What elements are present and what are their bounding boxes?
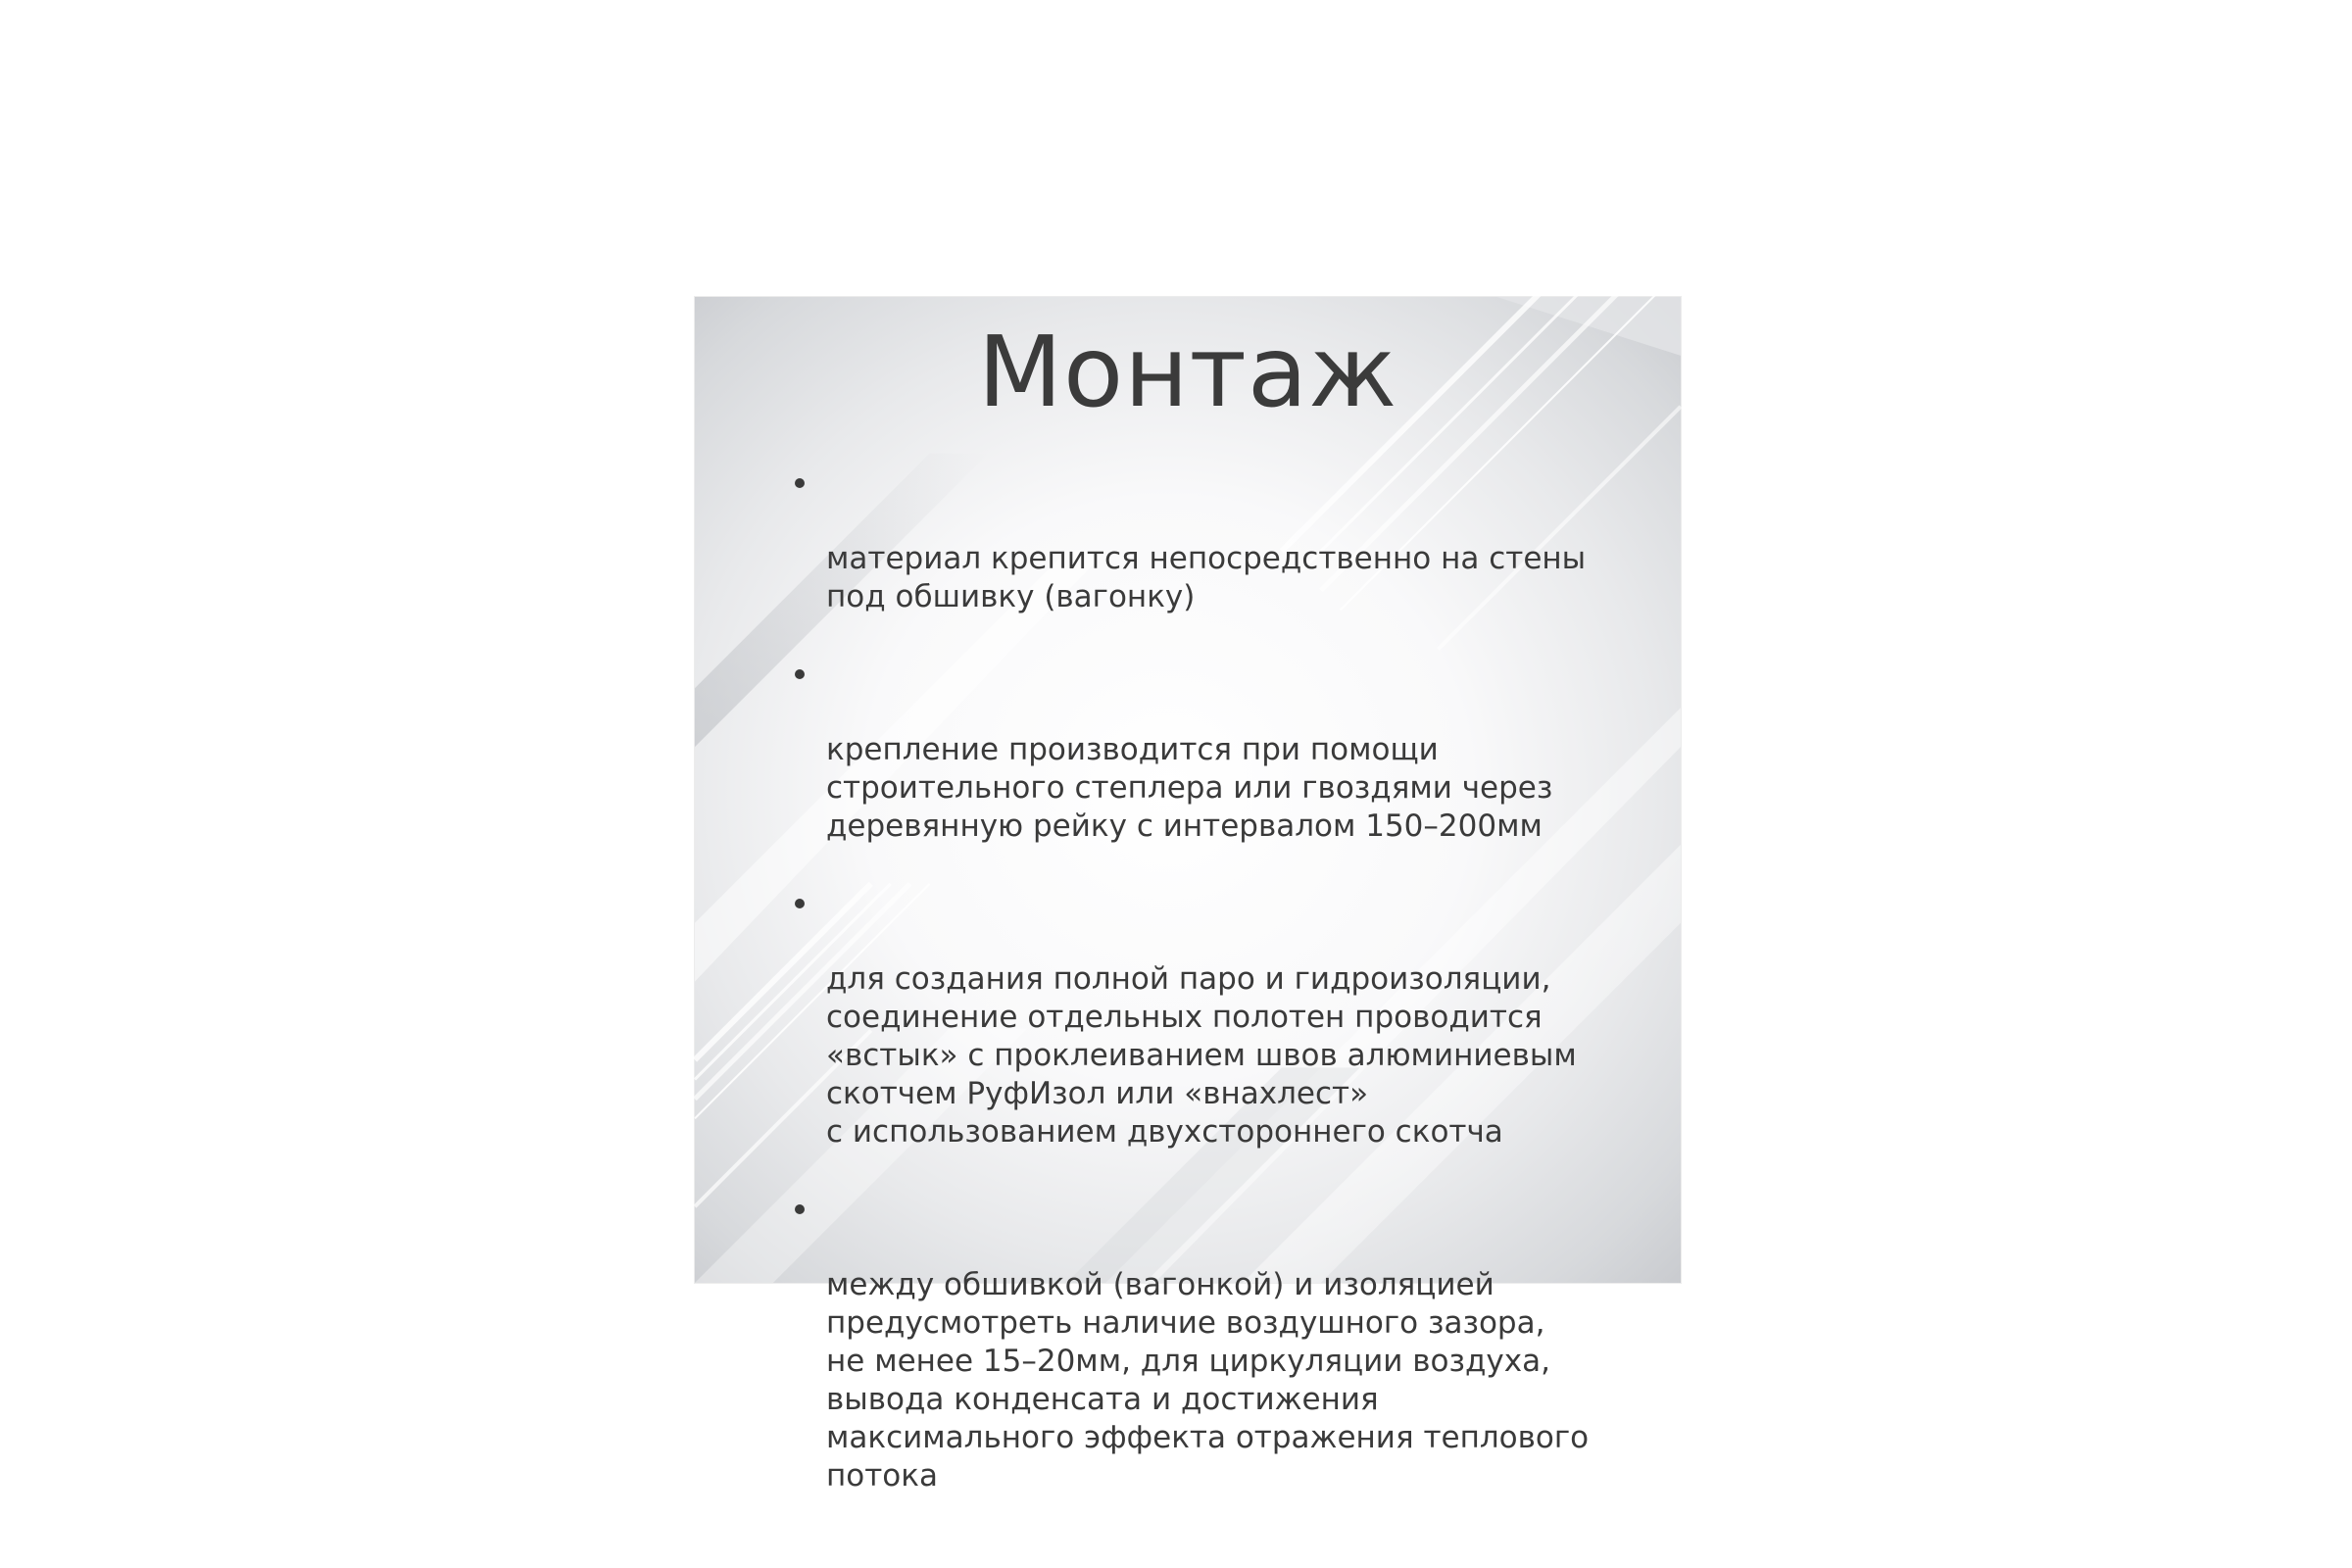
installation-steps-list xyxy=(785,464,1608,1534)
list-item xyxy=(785,655,1608,846)
list-item-text: между обшивкой (вагонкой) и изоляцией предусмотреть наличие воздушного зазора, не менее 15–20мм, для циркуляции воздуха, вывода конденсата и достижения максимального эффекта отражения теплового потока xyxy=(826,1267,1590,1494)
slide-card xyxy=(694,296,1682,1494)
list-item-text: для создания полной паро и гидроизоляции, соединение отдельных полотен проводится «встык» с проклеиванием швов алюминиевым скотчем РуфИзол или «внахлест» с использованием двухстороннего скотча xyxy=(826,961,1577,1150)
bullet-dot-icon xyxy=(795,899,805,908)
page-title: Монтаж xyxy=(977,315,1398,429)
list-item xyxy=(785,464,1608,616)
bullet-dot-icon xyxy=(795,1204,805,1214)
list-item xyxy=(785,1190,1608,1495)
bullet-dot-icon xyxy=(795,669,805,679)
list-item-text: крепление производится при помощи строительного степлера или гвоздями через деревянную рейку с интервалом 150–200мм xyxy=(826,732,1553,844)
list-item-text: материал крепится непосредственно на стены под обшивку (вагонку) xyxy=(826,541,1587,614)
list-item xyxy=(785,884,1608,1152)
bullet-dot-icon xyxy=(795,478,805,488)
